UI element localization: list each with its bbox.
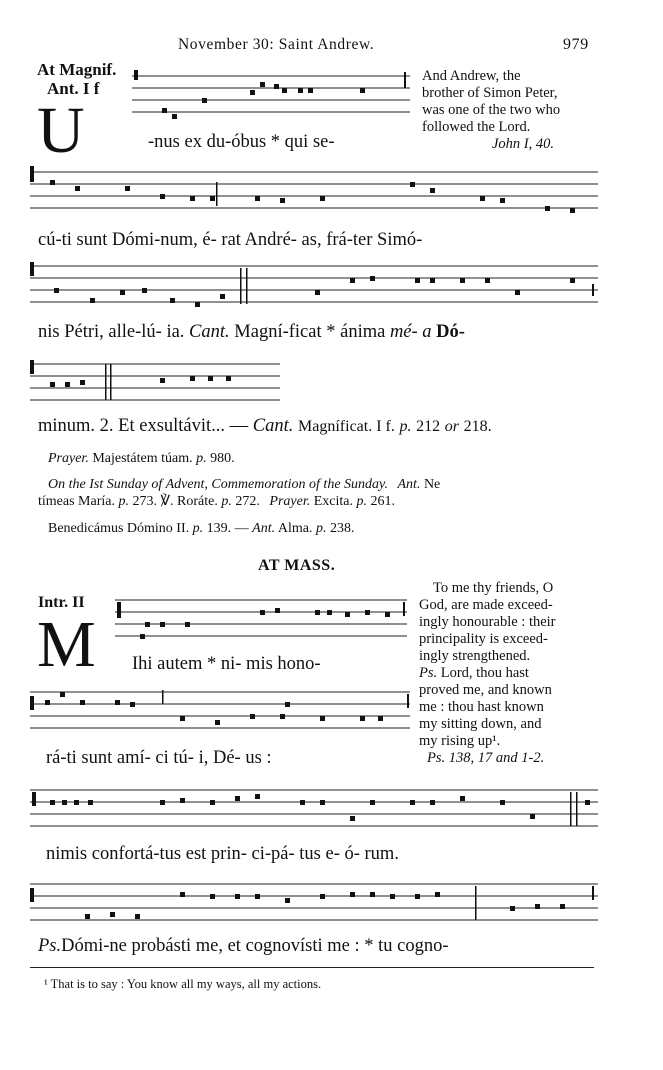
page-number: 979 [563, 36, 589, 53]
introit-label: Intr. II [38, 594, 85, 611]
staff-lines-icon [30, 164, 598, 224]
magnificat-label-line2: Ant. I f [47, 79, 100, 98]
page-abbrev: p. [192, 521, 204, 536]
page-abbrev: p. [196, 451, 207, 466]
footnote: ¹ That is to say : You know all my ways, all my actions. [44, 977, 322, 991]
lyric-cant-label: Cant. [252, 416, 294, 436]
magnificat-lyric-3 [38, 322, 465, 343]
staff-introit-2 [30, 686, 412, 742]
staff-psalm [30, 876, 598, 928]
rubric-text: Ne [423, 477, 441, 492]
magnificat-lyric-2: cú-ti sunt Dómi-num, é- rat André- as, frá-ter Simó- [38, 230, 423, 250]
rubric-text: Benedicámus Dómino II. [48, 521, 190, 536]
magnificat-translation [422, 68, 596, 153]
page-abbrev: p. [221, 494, 232, 509]
lyric-segment: Magníficat. I f. [298, 418, 395, 435]
section-heading: AT MASS. [258, 557, 336, 574]
staff-lines-icon [30, 262, 598, 312]
translation-line: was one of the two who [422, 102, 561, 118]
staff-introit-1 [115, 594, 409, 644]
lyric-segment: minum. 2. Et exsultávit... — [38, 416, 249, 436]
rubric-label: Prayer. [48, 451, 89, 466]
staff-lines-icon [30, 876, 598, 928]
staff-lines-icon [30, 686, 412, 742]
translation-line: my rising up¹. [419, 733, 501, 749]
staff-introit-3 [30, 780, 598, 834]
magnificat-label-line1: At Magnif. [37, 60, 117, 79]
magnificat-lyric-1: -nus ex du-óbus * qui se- [148, 132, 335, 152]
page-ref: 980. [210, 451, 235, 466]
lyric-segment: nis Pétri, alle-lú- ia. [38, 322, 185, 342]
staff-lines-icon [132, 70, 414, 120]
staff-lines-icon [30, 358, 280, 404]
lyric-segment: Dó- [436, 322, 465, 342]
translation-line: my sitting down, and [419, 716, 542, 732]
rubric-label: Ant. [397, 477, 421, 492]
staff-magnificat-3 [30, 262, 598, 312]
translation-line: ingly strengthened. [419, 648, 531, 664]
magnificat-initial: U [37, 94, 85, 167]
page-abbrev: p. [356, 494, 367, 509]
translation-line: Lord, thou hast [440, 665, 529, 681]
psalm-lyric [38, 936, 449, 957]
lyric-segment: Dómi-ne probásti me, et cognovísti me : * tu cogno- [61, 936, 449, 956]
advent-rubric [38, 476, 598, 510]
rubric-label: Prayer. [269, 494, 311, 509]
staff-lines-icon [30, 780, 598, 834]
staff-magnificat-2 [30, 164, 598, 224]
staff-lines-icon [115, 594, 409, 644]
introit-translation [419, 580, 596, 767]
magnificat-lyric-4 [38, 416, 492, 437]
translation-line: me : thou hast known [419, 699, 544, 715]
running-header: November 30: Saint Andrew. [178, 36, 375, 53]
rubric-text: ℣. Roráte. [160, 494, 218, 509]
staff-magnificat-1 [132, 70, 414, 120]
page-abbrev: p. [315, 521, 327, 536]
introit-lyric-2: rá-ti sunt amí- ci tú- i, Dé- us : [46, 748, 272, 768]
lyric-segment: mé- a [389, 322, 432, 342]
rubric-text: Excita. [313, 494, 353, 509]
translation-line: proved me, and known [419, 682, 552, 698]
introit-lyric-3: nimis confortá-tus est prin- ci-pá- tus e- ó- rum. [46, 844, 399, 864]
translation-reference: John I, 40. [492, 136, 555, 152]
rubric-text: Alma. [277, 521, 313, 536]
rubric-text: tímeas María. [38, 494, 115, 509]
page-ref: 218. [463, 418, 492, 435]
translation-line: brother of Simon Peter, [422, 85, 558, 101]
rubric-label: Ant. [252, 521, 276, 536]
translation-line: ingly honourable : their [419, 614, 556, 630]
lyric-segment: or [444, 418, 459, 435]
magnificat-label [37, 60, 116, 98]
page-ref: 238. [329, 521, 355, 536]
page-ref: 272. [235, 494, 260, 509]
page-abbrev: p. [118, 494, 129, 509]
psalm-ps-label: Ps. [38, 936, 62, 956]
page-ref: 212 [416, 418, 441, 435]
prayer-rubric [48, 451, 235, 467]
benedicamus-rubric [48, 521, 354, 537]
translation-line: God, are made exceed- [419, 597, 553, 613]
translation-line: And Andrew, the [422, 68, 521, 84]
translation-ps-label: Ps. [419, 665, 438, 681]
translation-line: followed the Lord. [422, 119, 531, 135]
page-ref: 139. — [206, 521, 249, 536]
translation-reference: Ps. 138, 17 and 1-2. [427, 750, 545, 766]
footnote-rule [30, 967, 594, 968]
page-ref: 261. [370, 494, 395, 509]
translation-line: principality is exceed- [419, 631, 548, 647]
rubric-text: On the Ist Sunday of Advent, Commemoration of the Sunday. [48, 477, 388, 492]
introit-lyric-1: Ihi autem * ni- mis hono- [132, 654, 321, 674]
translation-line: To me thy friends, O [433, 580, 554, 596]
page-abbrev: p. [399, 418, 412, 435]
rubric-text: Majestátem túam. [92, 451, 193, 466]
lyric-cant-label: Cant. [189, 322, 230, 342]
lyric-segment: Magní-ficat * ánima [234, 322, 386, 342]
page-ref: 273. [132, 494, 157, 509]
introit-initial: M [37, 608, 96, 681]
staff-magnificat-4 [30, 358, 280, 404]
